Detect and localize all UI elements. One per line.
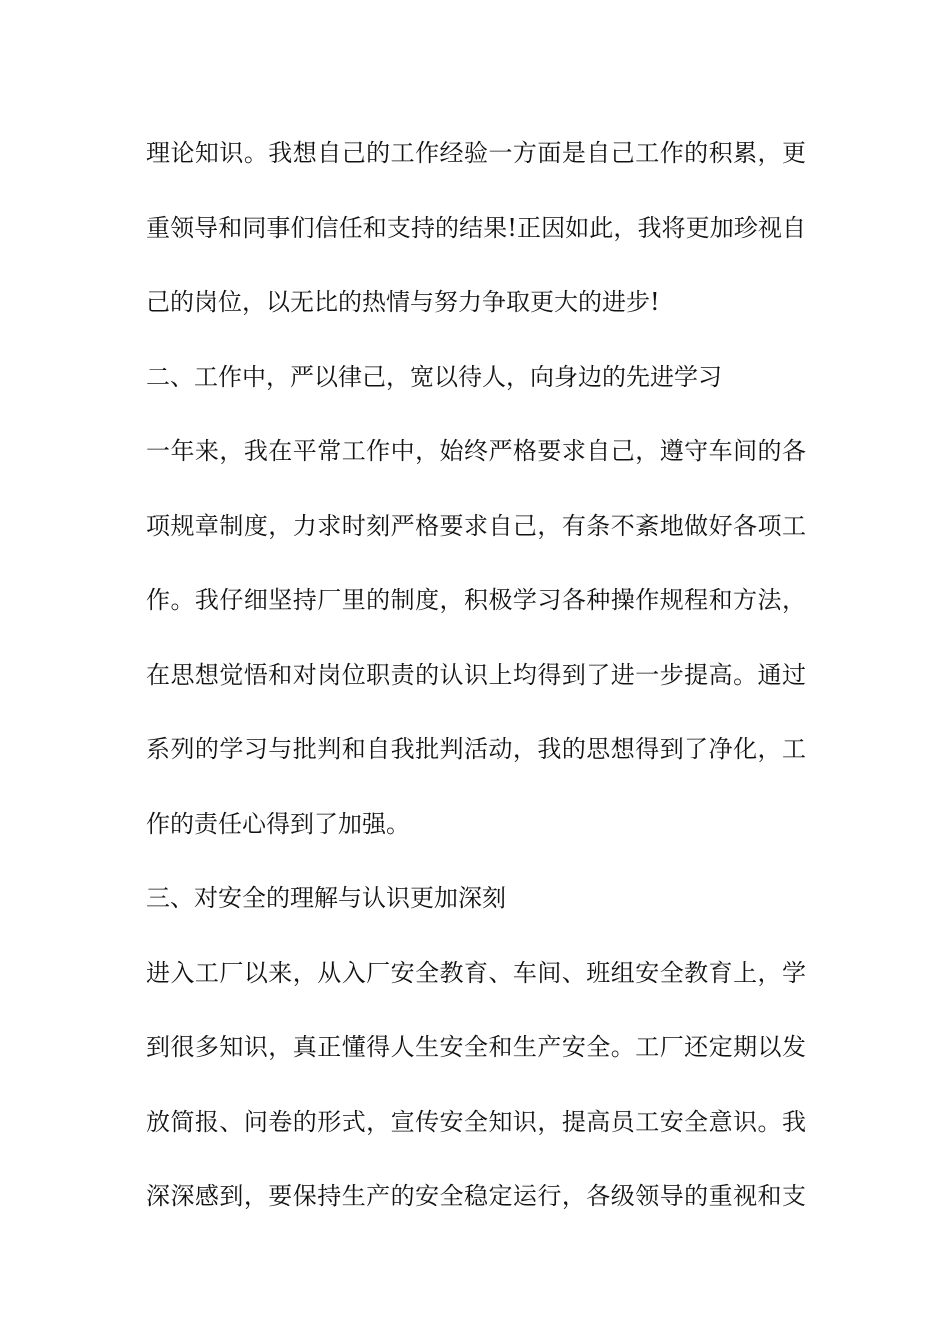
paragraph-line: 重领导和同事们信任和支持的结果!正因如此，我将更加珍视自	[146, 213, 806, 242]
body-text	[146, 130, 806, 1248]
paragraph-line: 作。我仔细坚持厂里的制度，积极学习各种操作规程和方法，	[146, 586, 806, 614]
paragraph-line: 深深感到，要保持生产的安全稳定运行，各级领导的重视和支	[146, 1182, 806, 1210]
section-heading: 二、工作中，严以律己，宽以待人，向身边的先进学习	[146, 362, 722, 391]
paragraph-line: 理论知识。我想自己的工作经验一方面是自己工作的积累，更	[146, 139, 806, 167]
paragraph-line: 一年来，我在平常工作中，始终严格要求自己，遵守车间的各	[146, 437, 806, 465]
paragraph-line: 己的岗位，以无比的热情与努力争取更大的进步!	[146, 288, 660, 316]
paragraph-line: 放简报、问卷的形式，宣传安全知识，提高员工安全意识。我	[146, 1107, 806, 1136]
paragraph-line: 系列的学习与批判和自我批判活动，我的思想得到了净化，工	[146, 735, 806, 763]
paragraph-line: 项规章制度，力求时刻严格要求自己，有条不紊地做好各项工	[146, 511, 806, 540]
paragraph-line: 到很多知识，真正懂得人生安全和生产安全。工厂还定期以发	[146, 1033, 806, 1061]
paragraph-line: 作的责任心得到了加强。	[146, 809, 410, 838]
section-heading: 三、对安全的理解与认识更加深刻	[146, 884, 506, 912]
paragraph-line: 在思想觉悟和对岗位职责的认识上均得到了进一步提高。通过	[146, 660, 806, 689]
paragraph-line: 进入工厂以来，从入厂安全教育、车间、班组安全教育上，学	[146, 958, 806, 987]
